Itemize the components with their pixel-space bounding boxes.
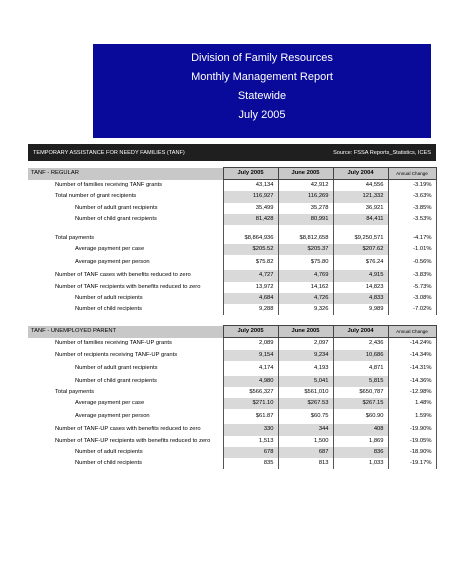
row-value-c3: 14,823 [333,282,388,293]
row-value-c1: $566,327 [223,387,278,398]
table-row [28,458,436,469]
row-label: Total payments [55,235,94,242]
row-value-c3: $60.90 [333,409,388,424]
row-value-c2: 9,326 [278,304,333,315]
row-label: Number of adult recipients [75,294,143,301]
report-scope: Statewide [237,90,287,102]
row-label: Number of child grant recipients [75,215,157,222]
row-label: Total payments [55,389,94,396]
row-label: Number of recipients receiving TANF-UP grants [55,351,178,358]
row-value-c2: 687 [278,447,333,458]
table-row [28,424,436,435]
row-value-c4: -19.17% [388,458,436,469]
report-title: Monthly Management Report [191,71,333,83]
row-value-c4: -3.19% [388,180,436,192]
row-value-c1: 1,513 [223,436,278,447]
column-header-annual-change: Annual Change [388,168,436,180]
row-value-c3: 1,869 [333,436,388,447]
column-header-june-2005: June 2005 [278,168,333,180]
row-value-c2: 14,162 [278,282,333,293]
row-value-c4: 1.48% [388,398,436,409]
column-header-june-2005: June 2005 [278,326,333,338]
row-value-c3: 84,411 [333,214,388,225]
row-value-c3: 121,332 [333,191,388,202]
row-value-c4: -3.08% [388,293,436,304]
row-value-c2: 9,234 [278,350,333,361]
table-row [28,398,436,409]
row-value-c1: 4,174 [223,361,278,376]
row-label: Average payment per person [75,259,150,266]
row-label: Number of adult grant recipients [75,364,158,371]
table-row [28,350,436,361]
row-value-c3 [333,225,388,233]
row-value-c2: $205.37 [278,244,333,255]
table-row [28,282,436,293]
table-row [28,361,436,376]
row-value-c3: 36,921 [333,203,388,214]
row-value-c1: $61.87 [223,409,278,424]
row-value-c4: -3.83% [388,270,436,281]
row-value-c4: -14.36% [388,376,436,387]
row-value-c1: $205.52 [223,244,278,255]
row-label: Number of families receiving TANF-UP grants [55,340,172,347]
row-value-c4: -1.01% [388,244,436,255]
column-header-july-2005: July 2005 [223,168,278,180]
row-value-c4: -0.56% [388,255,436,270]
table-row [28,191,436,202]
row-value-c4: -12.98% [388,387,436,398]
table-row [28,304,436,315]
row-value-c2: 4,726 [278,293,333,304]
row-value-c3: 9,989 [333,304,388,315]
row-value-c1: 835 [223,458,278,469]
row-value-c4: -4.17% [388,233,436,244]
column-header-july-2004: July 2004 [333,168,388,180]
row-value-c3: 2,436 [333,338,388,350]
row-value-c3: 5,815 [333,376,388,387]
row-value-c1: 4,727 [223,270,278,281]
row-value-c4: -7.02% [388,304,436,315]
row-label: Number of TANF-UP cases with benefits reduced to zero [55,426,201,433]
row-value-c2: 2,097 [278,338,333,350]
row-value-c2: 80,991 [278,214,333,225]
row-value-c2: 4,769 [278,270,333,281]
data-source: Source: FSSA Reports_Statistics, ICES [333,149,431,156]
row-label: Number of adult grant recipients [75,204,158,211]
table-row [28,214,436,225]
row-label: Number of TANF recipients with benefits reduced to zero [55,283,201,290]
row-value-c1: 13,972 [223,282,278,293]
row-value-c3: 4,871 [333,361,388,376]
row-value-c3: $267.15 [333,398,388,409]
row-value-c3: $650,787 [333,387,388,398]
table-row [28,409,436,424]
table-row [28,447,436,458]
row-value-c3: $207.62 [333,244,388,255]
row-value-c2: 116,269 [278,191,333,202]
row-value-c3: $76.24 [333,255,388,270]
column-header-annual-change: Annual Change [388,326,436,338]
program-title: TEMPORARY ASSISTANCE FOR NEEDY FAMILIES (TANF) [33,149,185,156]
row-value-c2: $267.53 [278,398,333,409]
row-value-c1: 4,980 [223,376,278,387]
row-value-c4: -18.90% [388,447,436,458]
row-value-c3: 1,033 [333,458,388,469]
row-label: Number of TANF cases with benefits reduced to zero [55,272,191,279]
table-row [28,387,436,398]
row-value-c4: -3.85% [388,203,436,214]
row-value-c4: -19.05% [388,436,436,447]
row-label: Number of child recipients [75,460,143,467]
division-title: Division of Family Resources [191,52,333,64]
row-value-c1: 81,428 [223,214,278,225]
row-label [28,225,223,233]
row-value-c1: $271.10 [223,398,278,409]
table-row [28,180,436,192]
row-label: Number of families receiving TANF grants [55,181,163,188]
row-value-c4: -5.73% [388,282,436,293]
table-row [28,225,436,233]
table-row [28,436,436,447]
row-value-c2: $60.75 [278,409,333,424]
row-value-c4: -3.53% [388,214,436,225]
row-value-c4: -14.31% [388,361,436,376]
row-label: Average payment per case [75,246,145,253]
row-value-c2: 4,193 [278,361,333,376]
row-value-c3: 4,915 [333,270,388,281]
table-row [28,203,436,214]
row-value-c4 [388,225,436,233]
row-value-c1: 4,684 [223,293,278,304]
row-value-c1: 330 [223,424,278,435]
row-value-c2: 42,912 [278,180,333,192]
row-value-c2: 813 [278,458,333,469]
row-value-c2: $8,812,658 [278,233,333,244]
row-label: Number of child grant recipients [75,377,157,384]
table-row [28,270,436,281]
table-row [28,376,436,387]
row-value-c3: 10,686 [333,350,388,361]
row-value-c2: 5,041 [278,376,333,387]
row-value-c1: $75.82 [223,255,278,270]
row-value-c1: 116,927 [223,191,278,202]
table-row [28,338,436,350]
row-value-c3: 836 [333,447,388,458]
row-value-c1: 678 [223,447,278,458]
row-value-c1: 9,288 [223,304,278,315]
row-value-c1: 35,499 [223,203,278,214]
row-value-c2: 1,500 [278,436,333,447]
row-value-c1: $8,864,936 [223,233,278,244]
row-value-c2: 344 [278,424,333,435]
row-label: Number of child recipients [75,306,143,313]
report-table-area [28,144,436,469]
section-header-row [28,168,436,180]
table-row [28,244,436,255]
statistics-table [28,167,437,469]
row-value-c1: 43,134 [223,180,278,192]
row-value-c3: 4,833 [333,293,388,304]
row-label: Average payment per person [75,413,150,420]
program-banner [28,144,436,161]
row-value-c4: -14.24% [388,338,436,350]
row-value-c3: 44,556 [333,180,388,192]
row-value-c2: 35,278 [278,203,333,214]
row-value-c1 [223,225,278,233]
report-title-box [93,44,431,138]
row-label: Number of adult recipients [75,448,143,455]
column-header-july-2004: July 2004 [333,326,388,338]
row-value-c4: -3.63% [388,191,436,202]
row-value-c1: 2,089 [223,338,278,350]
row-value-c3: $9,250,571 [333,233,388,244]
row-value-c4: 1.59% [388,409,436,424]
row-label: Number of TANF-UP recipients with benefits reduced to zero [55,437,211,444]
table-row [28,293,436,304]
row-value-c4: -19.90% [388,424,436,435]
report-period: July 2005 [238,109,286,121]
row-value-c2: $75.80 [278,255,333,270]
row-value-c2: $561,010 [278,387,333,398]
row-value-c1: 9,154 [223,350,278,361]
row-label: Total number of grant recipients [55,193,137,200]
column-header-july-2005: July 2005 [223,326,278,338]
section-title: TANF - REGULAR [28,168,223,180]
row-value-c4: -14.34% [388,350,436,361]
section-header-row [28,326,436,338]
table-row [28,255,436,270]
table-row [28,233,436,244]
section-title: TANF - UNEMPLOYED PARENT [28,326,223,338]
row-value-c2 [278,225,333,233]
row-label: Average payment per case [75,400,145,407]
row-value-c3: 408 [333,424,388,435]
